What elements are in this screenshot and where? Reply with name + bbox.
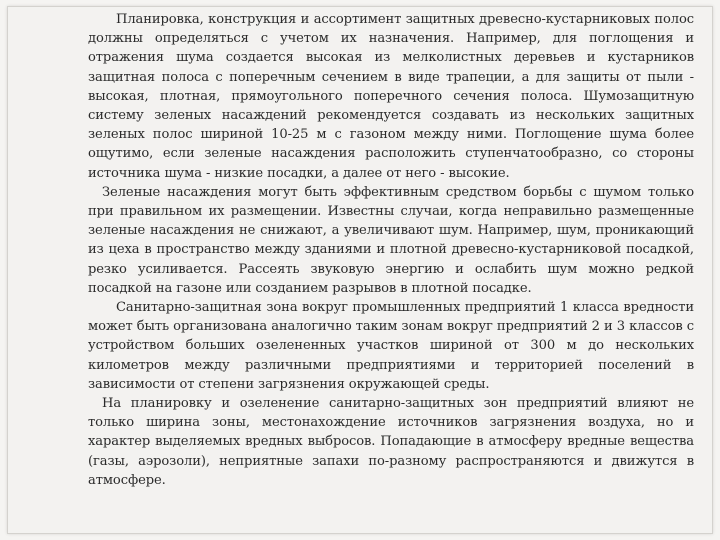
- paragraph-2: Зеленые насаждения могут быть эффективным средством борьбы с шумом только при правильном их размещении. Известны случаи, когда неправильно размещенные зеленые насаждения не снижают, а увеличивают шум. Например, шум, проникающий из цеха в пространство между зданиями и плотной древесно-кустарниковой посадкой, резко усиливается. Рассеять звуковую энергию и ослабить шум можно редкой посадкой на газоне или созданием разрывов в плотной посадке.: [88, 184, 694, 296]
- document-body: [88, 10, 694, 490]
- paragraph-3: Санитарно-защитная зона вокруг промышленных предприятий 1 класса вредности может быть организована аналогично таким зонам вокруг предприятий 2 и 3 классов с устройством больших озелененных участков шириной от 300 м до нескольких километров между различными предприятиями и территорией поселений в зависимости от степени загрязнения окружающей среды.: [88, 300, 694, 392]
- paragraph-4: На планировку и озеленение санитарно-защитных зон предприятий влияют не только ширина зоны, местонахождение источников загрязнения воздуха, но и характер выделяемых вредных выбросов. Попадающие в атмосферу вредные вещества (газы, аэрозоли), неприятные запахи по-разному распространяются и движутся в атмосфере.: [88, 396, 694, 488]
- paragraph-1: Планировка, конструкция и ассортимент защитных древесно-кустарниковых полос должны определяться с учетом их назначения. Например, для поглощения и отражения шума создается высокая из мелколистных деревьев и кустарников защитная полоса с поперечным сечением в виде трапеции, а для защиты от пыли - высокая, плотная, прямоугольного поперечного сечения полоса. Шумозащитную систему зеленых насаждений рекомендуется создавать из нескольких защитных зеленых полос шириной 10-25 м с газоном между ними. Поглощение шума более ощутимо, если зеленые насаждения расположить ступенчатообразно, со стороны источника шума - низкие посадки, а далее от него - высокие.: [88, 12, 694, 181]
